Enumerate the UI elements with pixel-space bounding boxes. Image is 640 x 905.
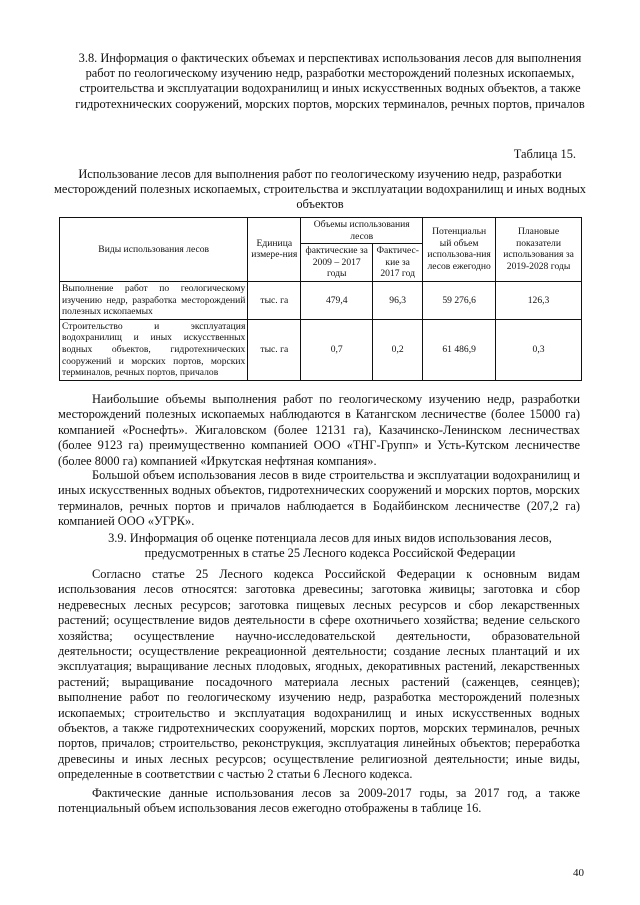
row-unit: тыс. га xyxy=(248,319,301,380)
table-caption: Использование лесов для выполнения работ по геологическому изучению недр, разработки месторождений полезных ископаемых, строительства и эксплуатации водохранилищ и иных водных объектов xyxy=(53,167,586,211)
header-planned: Плановые показатели использования за 2019-2028 годы xyxy=(496,218,582,282)
header-volumes-group: Объемы использования лесов xyxy=(301,218,423,244)
header-unit: Единица измере-ния xyxy=(248,218,301,282)
header-actual-2017: Фактичес-кие за 2017 год xyxy=(373,244,423,282)
row-actual: 0,7 xyxy=(301,319,373,380)
section-3-9-heading: 3.9. Информация об оценке потенциала лесов для иных видов использования лесов, предусмотренных в статье 25 Лесного кодекса Российской Федерации xyxy=(108,531,552,561)
table-number: Таблица 15. xyxy=(513,147,576,161)
header-actual: фактические за 2009 – 2017 годы xyxy=(301,244,373,282)
row-planned: 0,3 xyxy=(496,319,582,380)
row-unit: тыс. га xyxy=(248,281,301,319)
table-row xyxy=(60,281,582,319)
row-actual-2017: 96,3 xyxy=(373,281,423,319)
paragraph-table-16-reference: Фактические данные использования лесов за 2009-2017 годы, за 2017 год, а также потенциальный объем использования лесов ежегодно отображены в таблице 16. xyxy=(58,786,580,816)
paragraph-largest-volumes: Наибольшие объемы выполнения работ по геологическому изучению недр, разработки месторождений полезных ископаемых наблюдаются в Катангском лесничестве (более 15000 га) компанией «Роснефть». Жигаловском (более 12131 га), Казачинско-Ленинском лесничествах (более 9123 га) преимущественно компанией ООО «ТНГ-Групп» и Усть-Кутском лесничестве (более 8000 га) компанией «Иркутская нефтяная компания». xyxy=(58,392,580,468)
row-actual: 479,4 xyxy=(301,281,373,319)
paragraph-article-25: Согласно статье 25 Лесного кодекса Российской Федерации к основным видам использования лесов относятся: заготовка древесины; заготовка живицы; заготовка и сбор недревесных лесных ресурсов; заготовка пищевых лесных ресурсов и сбор лекарственных растений; осуществление видов деятельности в сфере охотничьего хозяйства; ведение сельского хозяйства; осуществление научно-исследовательской деятельности, образовательной деятельности; осуществление рекреационной деятельности; создание лесных плантаций и их эксплуатация; выращивание лесных плодовых, ягодных, декоративных растений, лекарственных растений; выращивание посадочного материала лесных растений (саженцев, сеянцев); выполнение работ по геологическому изучению недр, разработка месторождений полезных ископаемых; строительство и эксплуатация водохранилищ и иных искусственных водных объектов, а также гидротехнических сооружений, морских портов, морских терминалов, речных портов, причалов; строительство, реконструкция, эксплуатация линейных объектов; переработка древесины и иных лесных ресурсов; осуществление религиозной деятельности; иные виды, определенные в соответствии с частью 2 статьи 6 Лесного кодекса. xyxy=(58,567,580,782)
row-actual-2017: 0,2 xyxy=(373,319,423,380)
forest-use-table xyxy=(59,217,582,381)
row-potential: 59 276,6 xyxy=(423,281,496,319)
header-kind: Виды использования лесов xyxy=(60,218,248,282)
row-kind: Строительство и эксплуатация водохранилищ и иных искусственных водных объектов, гидротехнических сооружений и морских портов, морских терминалов, речных портов, причалов xyxy=(60,319,248,380)
row-kind: Выполнение работ по геологическому изучению недр, разработка месторождений полезных ископаемых xyxy=(60,281,248,319)
table-header-row xyxy=(60,218,582,244)
section-3-8-heading: 3.8. Информация о фактических объемах и перспективах использования лесов для выполнения работ по геологическому изучению недр, разработки месторождений полезных ископаемых, строительства и эксплуатации водохранилищ и иных искусственных водных объектов, а также гидротехнических сооружений, морских портов, морских терминалов, речных портов, причалов xyxy=(75,51,585,111)
header-potential: Потенциальн ый объем использова-ния лесов ежегодно xyxy=(423,218,496,282)
page-number: 40 xyxy=(573,867,584,879)
table-row xyxy=(60,319,582,380)
row-potential: 61 486,9 xyxy=(423,319,496,380)
paragraph-construction-volumes: Большой объем использования лесов в виде строительства и эксплуатации водохранилищ и иных искусственных водных объектов, гидротехнических сооружений и морских портов, морских терминалов, речных портов и причалов наблюдается в Бодайбинском лесничестве (207,2 га) компанией ООО «УГРК». xyxy=(58,468,580,529)
row-planned: 126,3 xyxy=(496,281,582,319)
